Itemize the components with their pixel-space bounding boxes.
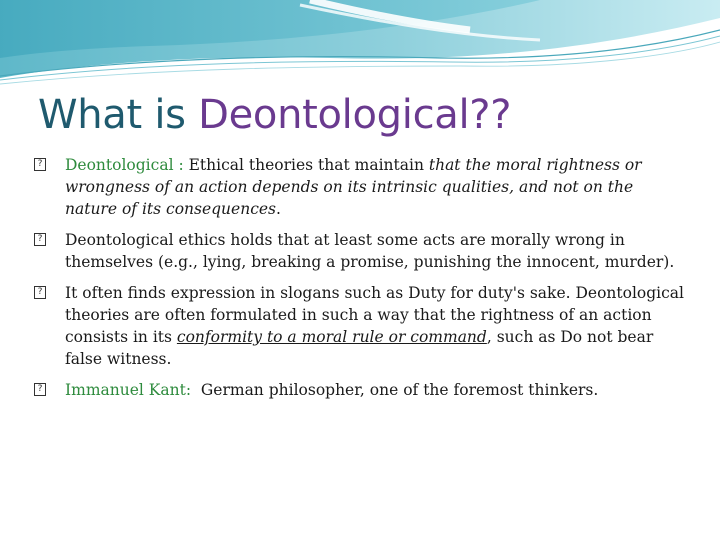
bullet-item-3 (34, 282, 684, 370)
header-wave-decoration (0, 0, 720, 90)
title-part-1: What is (38, 92, 199, 138)
bullet-item-2 (34, 229, 684, 273)
bullet-1-term: Deontological : (65, 156, 189, 174)
bullet-box-icon: ? (34, 158, 46, 171)
bullet-4-text: German philosopher, one of the foremost thinkers. (191, 381, 599, 399)
bullet-1-end: . (276, 200, 281, 218)
bullet-3-text-after: , such as Do not bear false witness. (65, 328, 654, 368)
bullet-2-text: Deontological ethics holds that at least some acts are morally wrong in themselves (e.g., lying, breaking a promise, punishing the innocent, murder). (65, 231, 675, 271)
bullet-list (34, 154, 684, 410)
bullet-box-icon: ? (34, 286, 46, 299)
bullet-3-underlined: conformity to a moral rule or command (176, 328, 487, 346)
bullet-3-text-before: It often finds expression in slogans such as Duty for duty's sake. Deontological theories are often formulated in such a way that the rightness of an action consists in its (65, 284, 684, 346)
bullet-4-term: Immanuel Kant: (65, 381, 192, 399)
bullet-1-text: Ethical theories that maintain (188, 156, 429, 174)
slide-title (38, 90, 511, 140)
bullet-item-1 (34, 154, 684, 220)
title-part-2: Deontological?? (198, 92, 512, 138)
bullet-1-italic: that the moral rightness or wrongness of an action depends on its intrinsic qualities, and not on the nature of its consequences (65, 156, 642, 218)
bullet-box-icon: ? (34, 383, 46, 396)
bullet-item-4 (34, 379, 684, 401)
bullet-box-icon: ? (34, 233, 46, 246)
